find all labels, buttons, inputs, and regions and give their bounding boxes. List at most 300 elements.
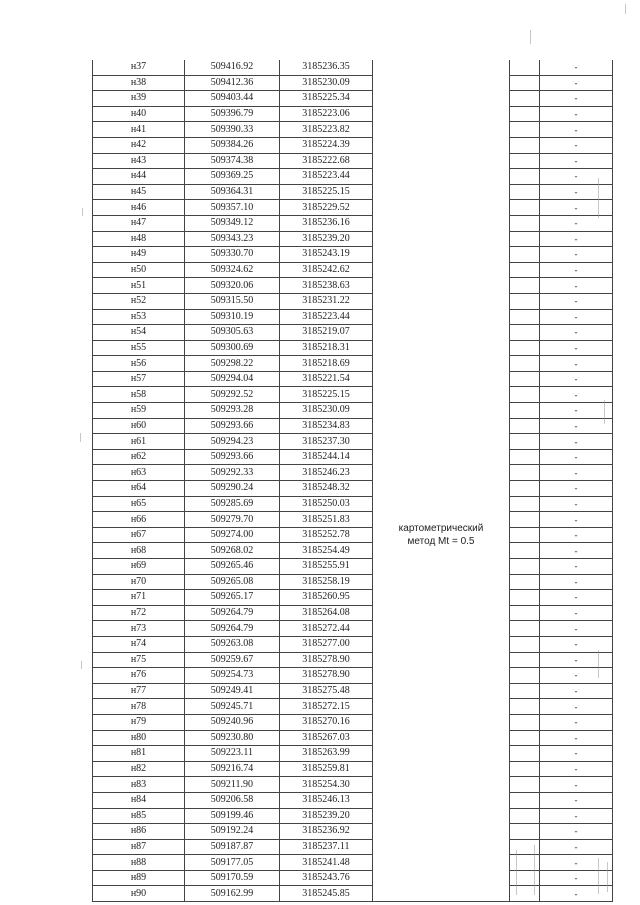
dash-cell: - bbox=[540, 184, 613, 200]
table-row bbox=[93, 403, 613, 419]
blank-cell bbox=[510, 465, 540, 481]
blank-cell bbox=[510, 761, 540, 777]
x-coordinate-cell: 509249.41 bbox=[185, 683, 280, 699]
y-coordinate-cell: 3185221.54 bbox=[280, 371, 373, 387]
dash-cell: - bbox=[540, 714, 613, 730]
dash-cell: - bbox=[540, 761, 613, 777]
blank-cell bbox=[510, 340, 540, 356]
blank-cell bbox=[510, 683, 540, 699]
table-row bbox=[93, 512, 613, 528]
table-row bbox=[93, 465, 613, 481]
x-coordinate-cell: 509293.28 bbox=[185, 403, 280, 419]
blank-cell bbox=[510, 543, 540, 559]
table-row bbox=[93, 184, 613, 200]
table-row bbox=[93, 730, 613, 746]
table-row bbox=[93, 231, 613, 247]
x-coordinate-cell: 509216.74 bbox=[185, 761, 280, 777]
y-coordinate-cell: 3185243.76 bbox=[280, 870, 373, 886]
blank-cell bbox=[510, 512, 540, 528]
x-coordinate-cell: 509265.17 bbox=[185, 590, 280, 606]
table-row bbox=[93, 699, 613, 715]
dash-cell: - bbox=[540, 231, 613, 247]
blank-cell bbox=[510, 792, 540, 808]
blank-cell bbox=[510, 839, 540, 855]
blank-cell bbox=[510, 262, 540, 278]
dash-cell: - bbox=[540, 356, 613, 372]
dash-cell: - bbox=[540, 371, 613, 387]
y-coordinate-cell: 3185278.90 bbox=[280, 652, 373, 668]
blank-cell bbox=[510, 200, 540, 216]
point-cell: н84 bbox=[93, 792, 185, 808]
scan-mark bbox=[598, 858, 599, 894]
point-cell: н52 bbox=[93, 293, 185, 309]
blank-cell bbox=[510, 418, 540, 434]
y-coordinate-cell: 3185272.15 bbox=[280, 699, 373, 715]
y-coordinate-cell: 3185222.68 bbox=[280, 153, 373, 169]
y-coordinate-cell: 3185219.07 bbox=[280, 325, 373, 341]
dash-cell: - bbox=[540, 699, 613, 715]
x-coordinate-cell: 509264.79 bbox=[185, 621, 280, 637]
blank-cell bbox=[510, 387, 540, 403]
point-cell: н49 bbox=[93, 247, 185, 263]
point-cell: н65 bbox=[93, 496, 185, 512]
y-coordinate-cell: 3185223.44 bbox=[280, 309, 373, 325]
point-cell: н67 bbox=[93, 527, 185, 543]
dash-cell: - bbox=[540, 839, 613, 855]
table-row bbox=[93, 543, 613, 559]
dash-cell: - bbox=[540, 75, 613, 91]
y-coordinate-cell: 3185250.03 bbox=[280, 496, 373, 512]
x-coordinate-cell: 509206.58 bbox=[185, 792, 280, 808]
y-coordinate-cell: 3185244.14 bbox=[280, 449, 373, 465]
method-cell bbox=[373, 60, 510, 902]
point-cell: н59 bbox=[93, 403, 185, 419]
table-row bbox=[93, 496, 613, 512]
point-cell: н47 bbox=[93, 215, 185, 231]
point-cell: н69 bbox=[93, 559, 185, 575]
table-row bbox=[93, 153, 613, 169]
table-row bbox=[93, 761, 613, 777]
scan-mark bbox=[516, 850, 517, 895]
blank-cell bbox=[510, 714, 540, 730]
y-coordinate-cell: 3185225.34 bbox=[280, 91, 373, 107]
table-row bbox=[93, 137, 613, 153]
y-coordinate-cell: 3185238.63 bbox=[280, 278, 373, 294]
point-cell: н54 bbox=[93, 325, 185, 341]
point-cell: н48 bbox=[93, 231, 185, 247]
table-row bbox=[93, 683, 613, 699]
x-coordinate-cell: 509192.24 bbox=[185, 824, 280, 840]
point-cell: н63 bbox=[93, 465, 185, 481]
point-cell: н74 bbox=[93, 636, 185, 652]
table-row bbox=[93, 777, 613, 793]
y-coordinate-cell: 3185243.19 bbox=[280, 247, 373, 263]
x-coordinate-cell: 509265.08 bbox=[185, 574, 280, 590]
x-coordinate-cell: 509349.12 bbox=[185, 215, 280, 231]
table-row bbox=[93, 169, 613, 185]
y-coordinate-cell: 3185237.30 bbox=[280, 434, 373, 450]
x-coordinate-cell: 509187.87 bbox=[185, 839, 280, 855]
table-row bbox=[93, 590, 613, 606]
dash-cell: - bbox=[540, 527, 613, 543]
blank-cell bbox=[510, 278, 540, 294]
dash-cell: - bbox=[540, 512, 613, 528]
point-cell: н46 bbox=[93, 200, 185, 216]
point-cell: н83 bbox=[93, 777, 185, 793]
y-coordinate-cell: 3185259.81 bbox=[280, 761, 373, 777]
dash-cell: - bbox=[540, 200, 613, 216]
blank-cell bbox=[510, 137, 540, 153]
blank-cell bbox=[510, 215, 540, 231]
x-coordinate-cell: 509294.23 bbox=[185, 434, 280, 450]
point-cell: н80 bbox=[93, 730, 185, 746]
dash-cell: - bbox=[540, 215, 613, 231]
dash-cell: - bbox=[540, 496, 613, 512]
blank-cell bbox=[510, 91, 540, 107]
blank-cell bbox=[510, 403, 540, 419]
dash-cell: - bbox=[540, 278, 613, 294]
x-coordinate-cell: 509416.92 bbox=[185, 60, 280, 75]
x-coordinate-cell: 509264.79 bbox=[185, 605, 280, 621]
dash-cell: - bbox=[540, 590, 613, 606]
point-cell: н90 bbox=[93, 886, 185, 902]
point-cell: н68 bbox=[93, 543, 185, 559]
scan-mark bbox=[534, 845, 535, 895]
method-line-2: метод Mt = 0.5 bbox=[407, 536, 475, 547]
point-cell: н50 bbox=[93, 262, 185, 278]
point-cell: н41 bbox=[93, 122, 185, 138]
table-row bbox=[93, 574, 613, 590]
y-coordinate-cell: 3185267.03 bbox=[280, 730, 373, 746]
blank-cell bbox=[510, 434, 540, 450]
scan-mark bbox=[82, 208, 83, 216]
point-cell: н86 bbox=[93, 824, 185, 840]
blank-cell bbox=[510, 886, 540, 902]
dash-cell: - bbox=[540, 792, 613, 808]
blank-cell bbox=[510, 309, 540, 325]
table-row bbox=[93, 621, 613, 637]
blank-cell bbox=[510, 855, 540, 871]
x-coordinate-cell: 509357.10 bbox=[185, 200, 280, 216]
blank-cell bbox=[510, 621, 540, 637]
table-row bbox=[93, 652, 613, 668]
scan-mark bbox=[598, 178, 599, 218]
x-coordinate-cell: 509292.33 bbox=[185, 465, 280, 481]
dash-cell: - bbox=[540, 559, 613, 575]
point-cell: н58 bbox=[93, 387, 185, 403]
x-coordinate-cell: 509403.44 bbox=[185, 91, 280, 107]
scan-mark bbox=[607, 862, 608, 892]
table-row bbox=[93, 636, 613, 652]
point-cell: н61 bbox=[93, 434, 185, 450]
dash-cell: - bbox=[540, 870, 613, 886]
y-coordinate-cell: 3185239.20 bbox=[280, 808, 373, 824]
y-coordinate-cell: 3185218.31 bbox=[280, 340, 373, 356]
blank-cell bbox=[510, 559, 540, 575]
table-row bbox=[93, 808, 613, 824]
blank-cell bbox=[510, 605, 540, 621]
table-row bbox=[93, 293, 613, 309]
blank-cell bbox=[510, 730, 540, 746]
dash-cell: - bbox=[540, 636, 613, 652]
x-coordinate-cell: 509324.62 bbox=[185, 262, 280, 278]
x-coordinate-cell: 509384.26 bbox=[185, 137, 280, 153]
table-row bbox=[93, 325, 613, 341]
y-coordinate-cell: 3185225.15 bbox=[280, 387, 373, 403]
table-row bbox=[93, 714, 613, 730]
table-row bbox=[93, 434, 613, 450]
blank-cell bbox=[510, 746, 540, 762]
blank-cell bbox=[510, 808, 540, 824]
y-coordinate-cell: 3185218.69 bbox=[280, 356, 373, 372]
y-coordinate-cell: 3185264.08 bbox=[280, 605, 373, 621]
point-cell: н89 bbox=[93, 870, 185, 886]
table-row bbox=[93, 418, 613, 434]
x-coordinate-cell: 509293.66 bbox=[185, 418, 280, 434]
blank-cell bbox=[510, 122, 540, 138]
y-coordinate-cell: 3185251.83 bbox=[280, 512, 373, 528]
blank-cell bbox=[510, 184, 540, 200]
dash-cell: - bbox=[540, 169, 613, 185]
blank-cell bbox=[510, 325, 540, 341]
y-coordinate-cell: 3185260.95 bbox=[280, 590, 373, 606]
x-coordinate-cell: 509268.02 bbox=[185, 543, 280, 559]
blank-cell bbox=[510, 60, 540, 75]
dash-cell: - bbox=[540, 262, 613, 278]
blank-cell bbox=[510, 106, 540, 122]
x-coordinate-cell: 509211.90 bbox=[185, 777, 280, 793]
y-coordinate-cell: 3185230.09 bbox=[280, 75, 373, 91]
x-coordinate-cell: 509292.52 bbox=[185, 387, 280, 403]
table-row bbox=[93, 746, 613, 762]
table-row bbox=[93, 371, 613, 387]
blank-cell bbox=[510, 636, 540, 652]
dash-cell: - bbox=[540, 746, 613, 762]
x-coordinate-cell: 509374.38 bbox=[185, 153, 280, 169]
table-row bbox=[93, 215, 613, 231]
point-cell: н45 bbox=[93, 184, 185, 200]
table-row bbox=[93, 792, 613, 808]
point-cell: н70 bbox=[93, 574, 185, 590]
y-coordinate-cell: 3185272.44 bbox=[280, 621, 373, 637]
dash-cell: - bbox=[540, 403, 613, 419]
point-cell: н79 bbox=[93, 714, 185, 730]
point-cell: н56 bbox=[93, 356, 185, 372]
dash-cell: - bbox=[540, 777, 613, 793]
table-row bbox=[93, 824, 613, 840]
x-coordinate-cell: 509390.33 bbox=[185, 122, 280, 138]
dash-cell: - bbox=[540, 543, 613, 559]
dash-cell: - bbox=[540, 855, 613, 871]
point-cell: н73 bbox=[93, 621, 185, 637]
dash-cell: - bbox=[540, 824, 613, 840]
x-coordinate-cell: 509230.80 bbox=[185, 730, 280, 746]
dash-cell: - bbox=[540, 605, 613, 621]
y-coordinate-cell: 3185270.16 bbox=[280, 714, 373, 730]
y-coordinate-cell: 3185225.15 bbox=[280, 184, 373, 200]
dash-cell: - bbox=[540, 60, 613, 75]
dash-cell: - bbox=[540, 153, 613, 169]
table-row bbox=[93, 605, 613, 621]
y-coordinate-cell: 3185255.91 bbox=[280, 559, 373, 575]
blank-cell bbox=[510, 169, 540, 185]
blank-cell bbox=[510, 668, 540, 684]
coordinates-table bbox=[92, 60, 613, 902]
dash-cell: - bbox=[540, 683, 613, 699]
y-coordinate-cell: 3185252.78 bbox=[280, 527, 373, 543]
table-row bbox=[93, 106, 613, 122]
dash-cell: - bbox=[540, 293, 613, 309]
x-coordinate-cell: 509265.46 bbox=[185, 559, 280, 575]
blank-cell bbox=[510, 527, 540, 543]
point-cell: н38 bbox=[93, 75, 185, 91]
dash-cell: - bbox=[540, 621, 613, 637]
y-coordinate-cell: 3185224.39 bbox=[280, 137, 373, 153]
point-cell: н53 bbox=[93, 309, 185, 325]
x-coordinate-cell: 509279.70 bbox=[185, 512, 280, 528]
point-cell: н77 bbox=[93, 683, 185, 699]
table-row bbox=[93, 387, 613, 403]
blank-cell bbox=[510, 777, 540, 793]
dash-cell: - bbox=[540, 418, 613, 434]
scan-mark bbox=[81, 661, 82, 669]
blank-cell bbox=[510, 496, 540, 512]
point-cell: н85 bbox=[93, 808, 185, 824]
table-row bbox=[93, 559, 613, 575]
x-coordinate-cell: 509412.36 bbox=[185, 75, 280, 91]
y-coordinate-cell: 3185263.99 bbox=[280, 746, 373, 762]
blank-cell bbox=[510, 75, 540, 91]
x-coordinate-cell: 509245.71 bbox=[185, 699, 280, 715]
table-row bbox=[93, 481, 613, 497]
table-row bbox=[93, 278, 613, 294]
blank-cell bbox=[510, 699, 540, 715]
blank-cell bbox=[510, 371, 540, 387]
x-coordinate-cell: 509177.05 bbox=[185, 855, 280, 871]
y-coordinate-cell: 3185277.00 bbox=[280, 636, 373, 652]
x-coordinate-cell: 509364.31 bbox=[185, 184, 280, 200]
dash-cell: - bbox=[540, 574, 613, 590]
x-coordinate-cell: 509293.66 bbox=[185, 449, 280, 465]
scan-mark bbox=[598, 650, 599, 678]
point-cell: н60 bbox=[93, 418, 185, 434]
dash-cell: - bbox=[540, 449, 613, 465]
point-cell: н81 bbox=[93, 746, 185, 762]
dash-cell: - bbox=[540, 247, 613, 263]
x-coordinate-cell: 509300.69 bbox=[185, 340, 280, 356]
y-coordinate-cell: 3185234.83 bbox=[280, 418, 373, 434]
point-cell: н57 bbox=[93, 371, 185, 387]
dash-cell: - bbox=[540, 91, 613, 107]
dash-cell: - bbox=[540, 340, 613, 356]
x-coordinate-cell: 509170.59 bbox=[185, 870, 280, 886]
blank-cell bbox=[510, 153, 540, 169]
point-cell: н76 bbox=[93, 668, 185, 684]
y-coordinate-cell: 3185254.30 bbox=[280, 777, 373, 793]
dash-cell: - bbox=[540, 808, 613, 824]
y-coordinate-cell: 3185248.32 bbox=[280, 481, 373, 497]
table-row bbox=[93, 262, 613, 278]
x-coordinate-cell: 509396.79 bbox=[185, 106, 280, 122]
table-row bbox=[93, 309, 613, 325]
y-coordinate-cell: 3185239.20 bbox=[280, 231, 373, 247]
point-cell: н39 bbox=[93, 91, 185, 107]
y-coordinate-cell: 3185246.13 bbox=[280, 792, 373, 808]
dash-cell: - bbox=[540, 465, 613, 481]
x-coordinate-cell: 509298.22 bbox=[185, 356, 280, 372]
point-cell: н44 bbox=[93, 169, 185, 185]
x-coordinate-cell: 509223.11 bbox=[185, 746, 280, 762]
x-coordinate-cell: 509259.67 bbox=[185, 652, 280, 668]
dash-cell: - bbox=[540, 387, 613, 403]
point-cell: н75 bbox=[93, 652, 185, 668]
blank-cell bbox=[510, 481, 540, 497]
table-row bbox=[93, 340, 613, 356]
dash-cell: - bbox=[540, 886, 613, 902]
method-line-1: картометрический bbox=[398, 523, 484, 534]
table-body bbox=[93, 60, 613, 902]
point-cell: н82 bbox=[93, 761, 185, 777]
x-coordinate-cell: 509162.99 bbox=[185, 886, 280, 902]
point-cell: н88 bbox=[93, 855, 185, 871]
y-coordinate-cell: 3185258.19 bbox=[280, 574, 373, 590]
blank-cell bbox=[510, 574, 540, 590]
point-cell: н55 bbox=[93, 340, 185, 356]
x-coordinate-cell: 509305.63 bbox=[185, 325, 280, 341]
table-row bbox=[93, 449, 613, 465]
blank-cell bbox=[510, 449, 540, 465]
x-coordinate-cell: 509290.24 bbox=[185, 481, 280, 497]
x-coordinate-cell: 509294.04 bbox=[185, 371, 280, 387]
y-coordinate-cell: 3185237.11 bbox=[280, 839, 373, 855]
table-row bbox=[93, 527, 613, 543]
table-row bbox=[93, 200, 613, 216]
point-cell: н43 bbox=[93, 153, 185, 169]
table-row bbox=[93, 356, 613, 372]
y-coordinate-cell: 3185245.85 bbox=[280, 886, 373, 902]
x-coordinate-cell: 509343.23 bbox=[185, 231, 280, 247]
dash-cell: - bbox=[540, 652, 613, 668]
point-cell: н51 bbox=[93, 278, 185, 294]
y-coordinate-cell: 3185236.92 bbox=[280, 824, 373, 840]
y-coordinate-cell: 3185236.35 bbox=[280, 60, 373, 75]
y-coordinate-cell: 3185223.06 bbox=[280, 106, 373, 122]
y-coordinate-cell: 3185246.23 bbox=[280, 465, 373, 481]
blank-cell bbox=[510, 293, 540, 309]
y-coordinate-cell: 3185254.49 bbox=[280, 543, 373, 559]
y-coordinate-cell: 3185230.09 bbox=[280, 403, 373, 419]
blank-cell bbox=[510, 652, 540, 668]
dash-cell: - bbox=[540, 481, 613, 497]
y-coordinate-cell: 3185229.52 bbox=[280, 200, 373, 216]
blank-cell bbox=[510, 247, 540, 263]
point-cell: н40 bbox=[93, 106, 185, 122]
x-coordinate-cell: 509310.19 bbox=[185, 309, 280, 325]
dash-cell: - bbox=[540, 434, 613, 450]
x-coordinate-cell: 509330.70 bbox=[185, 247, 280, 263]
y-coordinate-cell: 3185231.22 bbox=[280, 293, 373, 309]
dash-cell: - bbox=[540, 730, 613, 746]
point-cell: н72 bbox=[93, 605, 185, 621]
y-coordinate-cell: 3185236.16 bbox=[280, 215, 373, 231]
blank-cell bbox=[510, 590, 540, 606]
x-coordinate-cell: 509199.46 bbox=[185, 808, 280, 824]
y-coordinate-cell: 3185241.48 bbox=[280, 855, 373, 871]
blank-cell bbox=[510, 231, 540, 247]
y-coordinate-cell: 3185223.44 bbox=[280, 169, 373, 185]
x-coordinate-cell: 509274.00 bbox=[185, 527, 280, 543]
table-row bbox=[93, 91, 613, 107]
